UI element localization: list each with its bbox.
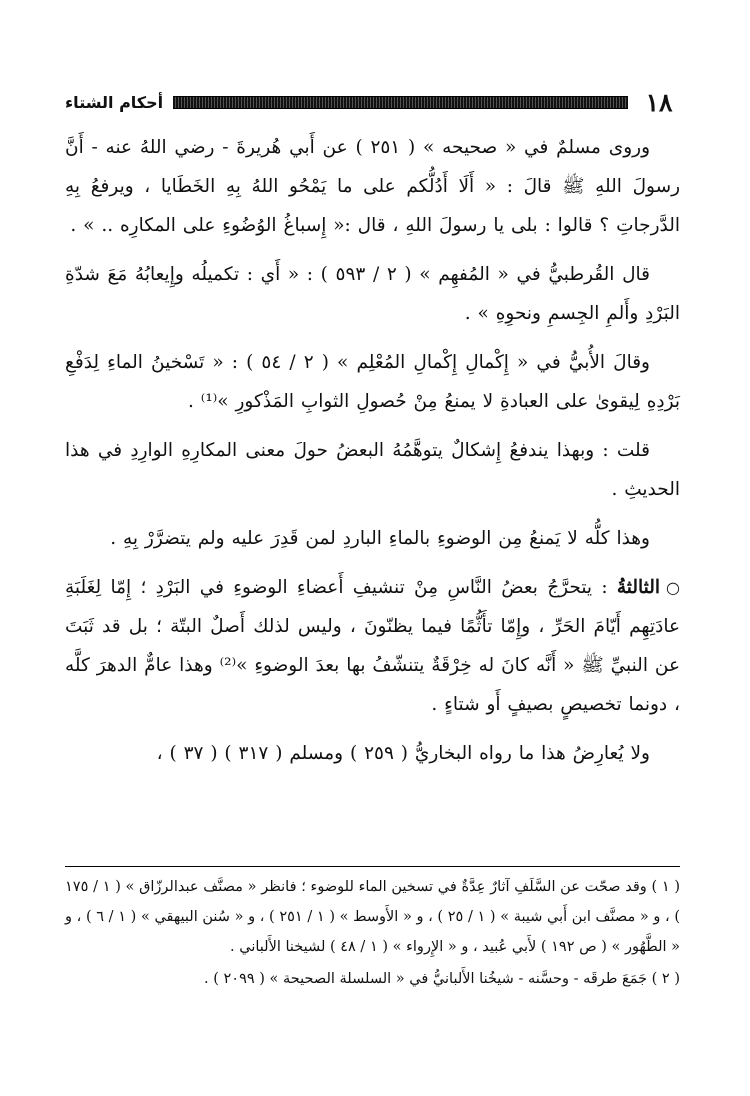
page-header — [65, 85, 680, 119]
main-text — [65, 128, 680, 783]
book-title: أحكام الشتاء — [65, 92, 164, 112]
paragraph-third-point — [65, 568, 680, 724]
footnotes — [65, 872, 680, 994]
footnote: ( ٢ ) جَمَعَ طرقَه - وحسَّنه - شيخُنا الأَلبانيُّ في « السلسلة الصحيحة » ( ٢٠٩٩ ) . — [204, 971, 680, 987]
page-number: ١٨ — [645, 87, 673, 117]
paragraph: قلت : وبهذا يندفعُ إِشكالٌ يتوهَّمُهُ البعضُ حولَ معنى المكارِهِ الوارِدِ في هذا الحديثِ . — [65, 440, 680, 500]
point-heading: الثالثةُ — [616, 577, 661, 598]
header-rule — [173, 96, 628, 109]
circle-bullet-icon: ○ — [666, 578, 680, 597]
paragraph: قال القُرطبيُّ في « المُفهِم » ( ٢ / ٥٩٣ ) : « أَي : تكميلُه وإِيعابُهُ مَعَ شدّةِ البَرْدِ وأَلمِ الجِسمِ ونحوِهِ » . — [65, 264, 680, 324]
footnote-separator — [65, 866, 680, 867]
paragraph: وقالَ الأُبيُّ في « إِكْمالِ إِكْمالِ المُعْلِم » ( ٢ / ٥٤ ) : « تَسْخينُ الماءِ لِدَفْعِ بَرْدِهِ لِيقوىٰ على العبادةِ لا يمنعُ مِنْ حُصولِ الثوابِ المَذْكورِ »⁽¹⁾ . — [65, 352, 680, 412]
footnote: ( ١ ) وقد صحّت عن السَّلَفِ آثارٌ عِدَّةٌ في تسخين الماء للوضوء ؛ فانظر « مصنَّف عبدالرزّاق » ( ١ / ١٧٥ ) ، و « مصنَّف ابن أَبي شيبة » ( ١ / ٢٥ ) ، و « الأَوسط » ( ١ / ٢٥١ ) ، و « سُنن البيهقي » ( ١ / ٦ ) ، و « الطَّهُور » ( ص ١٩٢ ) لأَبي عُبيد ، و « الإِرواء » ( ١ / ٤٨ ) لشيخنا الأَلباني . — [65, 879, 681, 955]
point-text: : يتحرَّجُ بعضُ النَّاسِ مِنْ تنشيفِ أَعضاءِ الوضوءِ في البَرْدِ ؛ إِمّا لِغَلَبَةِ عادَتِهِم أَيّامَ الحَرِّ ، وإِمّا تأَثُّمًا فيما يظنّونَ ، وليس لذلك أَصلٌ البتّة ؛ بل قد ثَبَتَ عن النبيِّ ﷺ « أَنَّه كانَ له خِرْقَةٌ يتنشّفُ بها بعدَ الوضوءِ »⁽²⁾ وهذا عامٌّ الدهرَ كلَّه ، دونما تخصيصٍ بصيفٍ أَو شتاءٍ . — [65, 577, 680, 715]
paragraph: ولا يُعارِضُ هذا ما رواه البخاريُّ ( ٢٥٩ ) ومسلم ( ٣١٧ ) ( ٣٧ ) ، — [156, 743, 650, 764]
paragraph: وروى مسلمٌ في « صحيحه » ( ٢٥١ ) عن أَبي هُريرةَ - رضي اللهُ عنه - أَنَّ رسولَ اللهِ ﷺ قالَ : « أَلَا أَدُلُّكم على ما يَمْحُو اللهُ بِهِ الخَطَايا ، ويرفعُ بِهِ الدَّرجاتِ ؟ قالوا : بلى يا رسولَ اللهِ ، قال :« إِسباغُ الوُضُوءِ على المكارِه .. » . — [65, 137, 680, 236]
paragraph: وهذا كلُّه لا يَمنعُ مِن الوضوءِ بالماءِ الباردِ لمن قَدِرَ عليه ولم يتضرَّرْ بِهِ . — [110, 528, 650, 549]
